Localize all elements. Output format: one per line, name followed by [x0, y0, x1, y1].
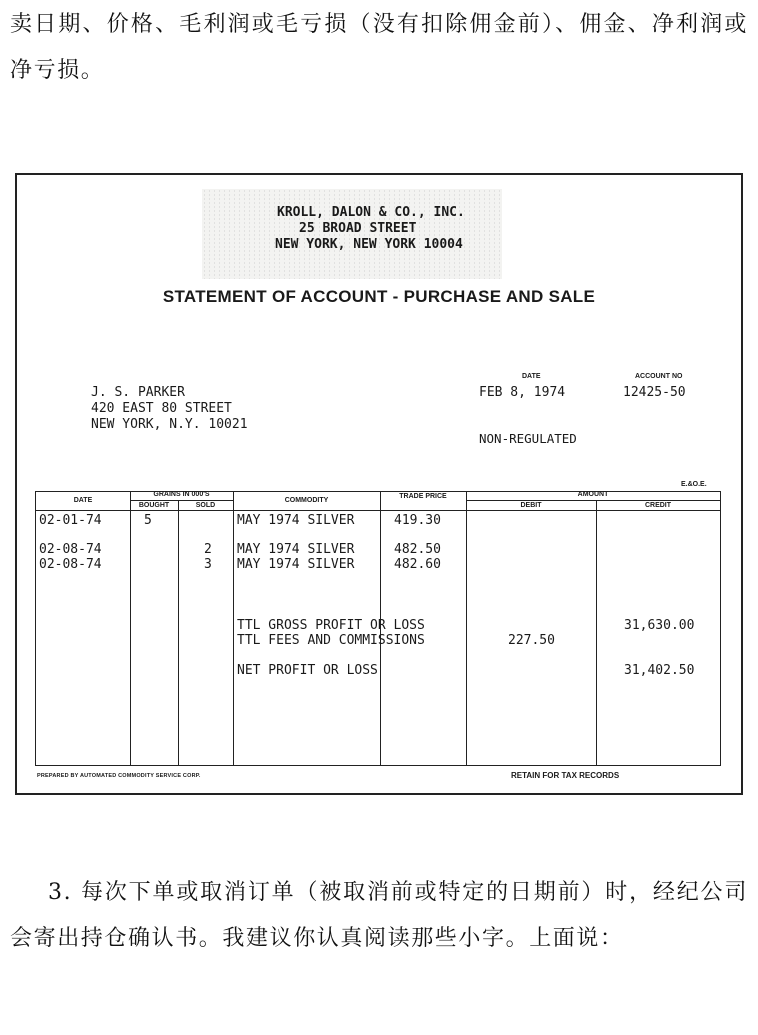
net-profit-label: NET PROFIT OR LOSS — [237, 663, 378, 678]
row2-date: 02-08-74 — [39, 542, 102, 557]
errors-omissions-mark: E.&O.E. — [681, 481, 707, 488]
net-profit-credit: 31,402.50 — [624, 663, 695, 678]
row3-price: 482.60 — [394, 557, 441, 572]
fees-label: TTL FEES AND COMMISSIONS — [237, 633, 425, 648]
row2-sold: 2 — [204, 542, 212, 557]
header-date: DATE — [73, 497, 93, 504]
prepared-by-footer: PREPARED BY AUTOMATED COMMODITY SERVICE CORP. — [37, 773, 201, 779]
header-trade-price: TRADE PRICE — [399, 493, 447, 500]
gross-profit-credit: 31,630.00 — [624, 618, 695, 633]
fees-debit: 227.50 — [508, 633, 555, 648]
account-number: 12425-50 — [623, 385, 686, 400]
firm-address-line2: NEW YORK, NEW YORK 10004 — [275, 237, 463, 252]
header-bought: BOUGHT — [138, 502, 170, 509]
numbered-paragraph-3: 3. 每次下单或取消订单（被取消前或特定的日期前）时，经纪公司会寄出持仓确认书。我建议你认真阅读那些小字。上面说： — [10, 880, 748, 951]
header-sold: SOLD — [195, 502, 216, 509]
header-commodity: COMMODITY — [284, 497, 329, 504]
header-credit: CREDIT — [644, 502, 672, 509]
retain-footer: RETAIN FOR TAX RECORDS — [511, 771, 620, 780]
customer-address-line2: NEW YORK, N.Y. 10021 — [91, 417, 248, 432]
header-amount: AMOUNT — [577, 491, 609, 498]
row1-commodity: MAY 1974 SILVER — [237, 513, 355, 528]
date-label: DATE — [522, 373, 541, 380]
row2-commodity: MAY 1974 SILVER — [237, 542, 355, 557]
customer-name: J. S. PARKER — [91, 385, 185, 400]
header-grains: GRAINS IN 000'S — [153, 491, 210, 498]
row2-price: 482.50 — [394, 542, 441, 557]
regulation-status: NON-REGULATED — [479, 431, 577, 446]
statement-title: STATEMENT OF ACCOUNT - PURCHASE AND SALE — [162, 287, 596, 306]
firm-address-line1: 25 BROAD STREET — [299, 221, 417, 236]
row1-date: 02-01-74 — [39, 513, 102, 528]
intro-paragraph: 卖日期、价格、毛利润或毛亏损（没有扣除佣金前）、佣金、净利润或净亏损。 — [10, 12, 748, 83]
row3-sold: 3 — [204, 557, 212, 572]
account-number-label: ACCOUNT NO — [635, 373, 683, 380]
customer-address-line1: 420 EAST 80 STREET — [91, 401, 232, 416]
gross-profit-label: TTL GROSS PROFIT OR LOSS — [237, 618, 425, 633]
row1-price: 419.30 — [394, 513, 441, 528]
statement-date: FEB 8, 1974 — [479, 385, 566, 400]
row3-commodity: MAY 1974 SILVER — [237, 557, 355, 572]
transaction-ledger — [35, 491, 721, 766]
statement-of-account-form — [15, 173, 743, 795]
header-debit: DEBIT — [520, 502, 542, 509]
firm-name: KROLL, DALON & CO., INC. — [277, 205, 465, 220]
row1-bought: 5 — [144, 513, 152, 528]
row3-date: 02-08-74 — [39, 557, 102, 572]
